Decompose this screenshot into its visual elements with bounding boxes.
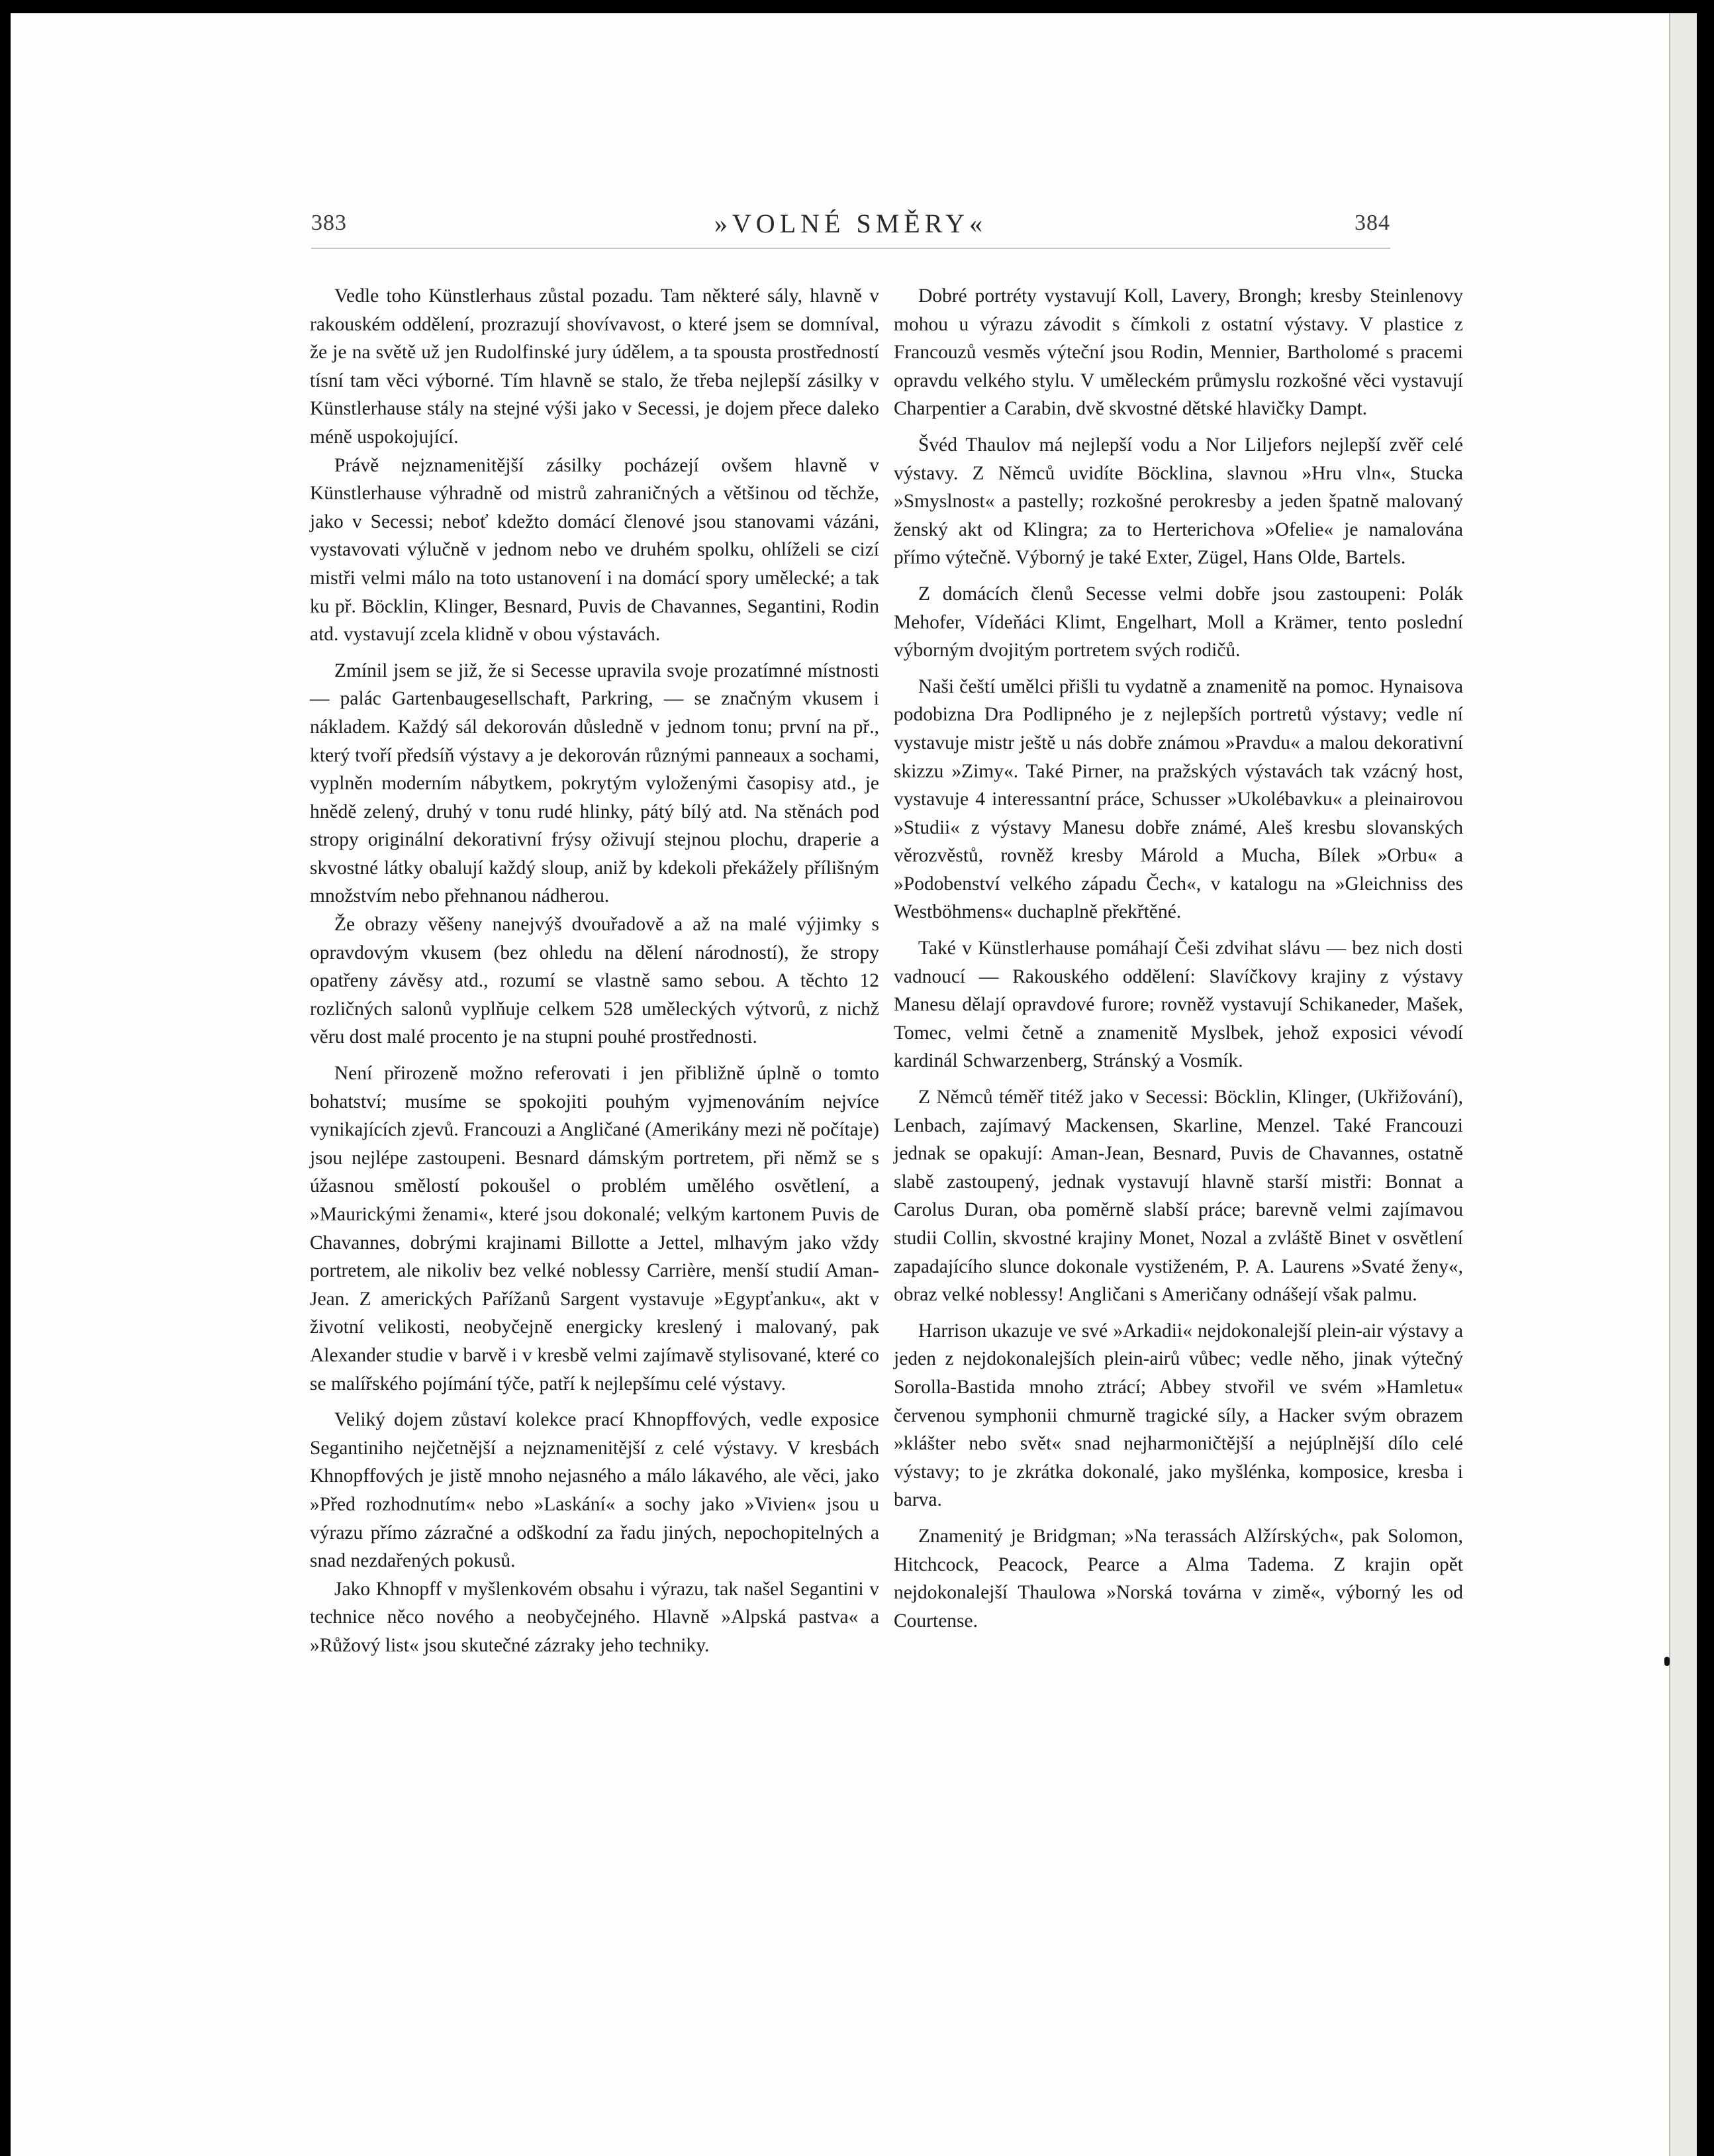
paragraph: Veliký dojem zůstaví kolekce prací Khnopffových, vedle exposice Segantiniho nejčetnější a nejznamenitější z celé výstavy. V kresbách Khnopffových je jistě mnoho nejasného a málo lákavého, ale věci, jako »Před rozhodnutím« nebo »Laskání« a sochy jako »Vivien« jsou u výrazu přímo zázračné a odškodní za řadu jiných, nepochopitelných a snad nezdařených pokusů. xyxy=(310,1409,879,1572)
running-title: »VOLNÉ SMĚRY« xyxy=(714,209,988,238)
paragraph: Také v Künstlerhause pomáhají Češi zdvihat slávu — bez nich dosti vadnoucí — Rakouského oddělení: Slavíčkovy krajiny z výstavy Manesu dělají opravdové furore; rovněž vystavují Schikaneder, Mašek, Tomec, velmi četně a znamenitě Myslbek, jehož exposici vévodí kardinál Schwarzenberg, Stránský a Vosmík. xyxy=(894,938,1463,1072)
paragraph: Z domácích členů Secesse velmi dobře jsou zastoupeni: Polák Mehofer, Vídeňáci Klimt, Engelhart, Moll a Krämer, tento poslední výborným dvojitým portretem svých rodičů. xyxy=(894,583,1463,662)
left-column xyxy=(310,282,879,1660)
page-edge xyxy=(1669,13,1697,2156)
paragraph: Vedle toho Künstlerhaus zůstal pozadu. Tam některé sály, hlavně v rakouském oddělení, prozrazují shovívavost, o které jsem se domníval, že je na světě už jen Rudolfinské jury údělem, a ta spousta prostředností tísní tam věci výborné. Tím hlavně se stalo, že třeba nejlepší zásilky v Künstlerhause stály na stejné výši jako v Secessi, je dojem přece daleko méně uspokojující. xyxy=(310,285,879,448)
paragraph: Zmínil jsem se již, že si Secesse upravila svoje prozatímné místnosti — palác Gartenbaugesellschaft, Parkring, — se značným vkusem i nákladem. Každý sál dekorován důsledně v jednom tonu; první na př., který tvoří předsíň výstavy a je dekorován různými panneaux a sochami, vyplněn moderním nábytkem, pokrytým vyloženými časopisy atd., je hnědě zelený, druhý v tonu rudé hlinky, pátý bílý atd. Na stěnách pod stropy originální dekorativní frýsy oživují stejnou plochu, draperie a skvostné látky obalují každý sloup, aniž by kdekoli překážely přílišným množstvím nebo přehnanou nádherou. xyxy=(310,660,879,907)
paragraph: Není přirozeně možno referovati i jen přibližně úplně o tomto bohatství; musíme se spokojiti pouhým vyjmenováním nejvíce vynikajících zjevů. Francouzi a Angličané (Amerikány mezi ně počítaje) jsou nejlépe zastoupeni. Besnard dámským portretem, při němž se s úžasnou smělostí pokoušel o problém umělého osvětlení, a »Maurickými ženami«, které jsou dokonalé; velkým kartonem Puvis de Chavannes, dobrými krajinami Billotte a Jettel, mlhavým jako vždy portretem, ale nikoliv bez velké noblessy Carrière, menší studií Aman-Jean. Z amerických Pařížanů Sargent vystavuje »Egypťanku«, akt v životní velikosti, neobyčejně energicky kreslený i malovaný, pak Alexander studie v barvě i v kresbě velmi zajímavě stylisované, které co se malířského pojímání týče, patří k nejlepšímu celé výstavy. xyxy=(310,1063,879,1395)
paragraph: Právě nejznamenitější zásilky pocházejí ovšem hlavně v Künstlerhause výhradně od mistrů zahraničných a většinou od těchže, jako v Secessi; neboť kdežto domácí členové jsou stanovami vázáni, vystavovati výlučně v jednom nebo ve druhém spolku, ohlíželi se cizí mistři velmi málo na toto ustanovení i na domácí spory umělecké; a tak ku př. Böcklin, Klinger, Besnard, Puvis de Chavannes, Segantini, Rodin atd. vystavují zcela klidně v obou výstavách. xyxy=(310,454,879,646)
paragraph: Harrison ukazuje ve své »Arkadii« nejdokonalejší plein-air výstavy a jeden z nejdokonalejších plein-airů vůbec; vedle něho, jinak výtečný Sorolla-Bastida mnoho ztrácí; Abbey stvořil ve svém »Hamletu« červenou symphonii chmurně tragické síly, a Hacker svým obrazem »klášter nebo svět« snad nejharmoničtější a nejúplnější dílo celé výstavy; to je zkrátka dokonalé, jako myšlénka, komposice, kresba i barva. xyxy=(894,1320,1463,1511)
ink-speck xyxy=(1664,1657,1670,1666)
paragraph: Jako Khnopff v myšlenkovém obsahu i výrazu, tak našel Segantini v technice něco nového a neobyčejného. Hlavně »Alpská pastva« a »Růžový list« jsou skutečné zázraky jeho techniky. xyxy=(310,1578,879,1656)
right-column xyxy=(894,282,1463,1635)
paragraph: Z Němců téměř titéž jako v Secessi: Böcklin, Klinger, (Ukřižování), Lenbach, zajímavý Mackensen, Skarline, Menzel. Také Francouzi jednak se opakují: Aman-Jean, Besnard, Puvis de Chavannes, ostatně slabě zastoupený, jednak vystavují hlavně starší mistři: Bonnat a Carolus Duran, oba poměrně slabší práce; barevně velmi zajímavou studii Collin, skvostné krajiny Monet, Nozal a zvláště Binet v osvětlení zapadajícího slunce dokonale vystiženém, P. A. Laurens »Svaté ženy«, obraz velké noblessy! Angličani s Američany odnášejí však palmu. xyxy=(894,1087,1463,1306)
page-number-left: 383 xyxy=(311,211,347,235)
paragraph: Znamenitý je Bridgman; »Na terassách Alžírských«, pak Solomon, Hitchcock, Peacock, Pearce a Alma Tadema. Z krajin opět nejdokonalejší Thaulowa »Norská továrna v zimě«, výborný les od Courtense. xyxy=(894,1525,1463,1632)
paragraph: Že obrazy věšeny nanejvýš dvouřadově a až na malé výjimky s opravdovým vkusem (bez ohledu na dělení národností), že stropy opatřeny závěsy atd., rozumí se vlastně samo sebou. A těchto 12 rozličných salonů vyplňuje celkem 528 uměleckých výtvorů, z nichž věru dost malé procento je na stupni pouhé prostřednosti. xyxy=(310,914,879,1048)
header-rule xyxy=(311,248,1390,249)
running-header xyxy=(311,211,1390,250)
paragraph: Naši čeští umělci přišli tu vydatně a znamenitě na pomoc. Hynaisova podobizna Dra Podlipného je z nejlepších portretů výstavy; vedle ní vystavuje mistr ještě u nás dobře známou »Pravdu« a malou dekorativní skizzu »Zimy«. Také Pirner, na pražských výstavách tak vzácný host, vystavuje 4 interessantní práce, Schusser »Ukolébavku« a pleinairovou »Studii« z výstavy Manesu dobře známé, Aleš kresbu slovanských věrozvěstů, rovněž kresby Márold a Mucha, Bílek »Orbu« a »Podobenství velkého západu Čech«, v katalogu na »Gleichniss des Westböhmens« duchaplně překřtěné. xyxy=(894,675,1463,923)
paragraph: Švéd Thaulov má nejlepší vodu a Nor Liljefors nejlepší zvěř celé výstavy. Z Němců uvidíte Böcklina, slavnou »Hru vln«, Stucka »Smyslnost« a pastelly; rozkošné perokresby a jeden špatně malovaný ženský akt od Klingra; za to Herterichova »Ofelie« je namalována přímo výtečně. Výborný je také Exter, Zügel, Hans Olde, Bartels. xyxy=(894,434,1463,569)
page-number-right: 384 xyxy=(1355,211,1390,235)
paragraph: Dobré portréty vystavují Koll, Lavery, Brongh; kresby Steinlenovy mohou u výrazu závodit s čímkoli z ostatní výstavy. V plastice z Francouzů vesměs výteční jsou Rodin, Mennier, Bartholomé s pracemi opravdu velkého stylu. V uměleckém průmyslu rozkošné věci vystavují Charpentier a Carabin, dvě skvostné dětské hlavičky Dampt. xyxy=(894,285,1463,420)
